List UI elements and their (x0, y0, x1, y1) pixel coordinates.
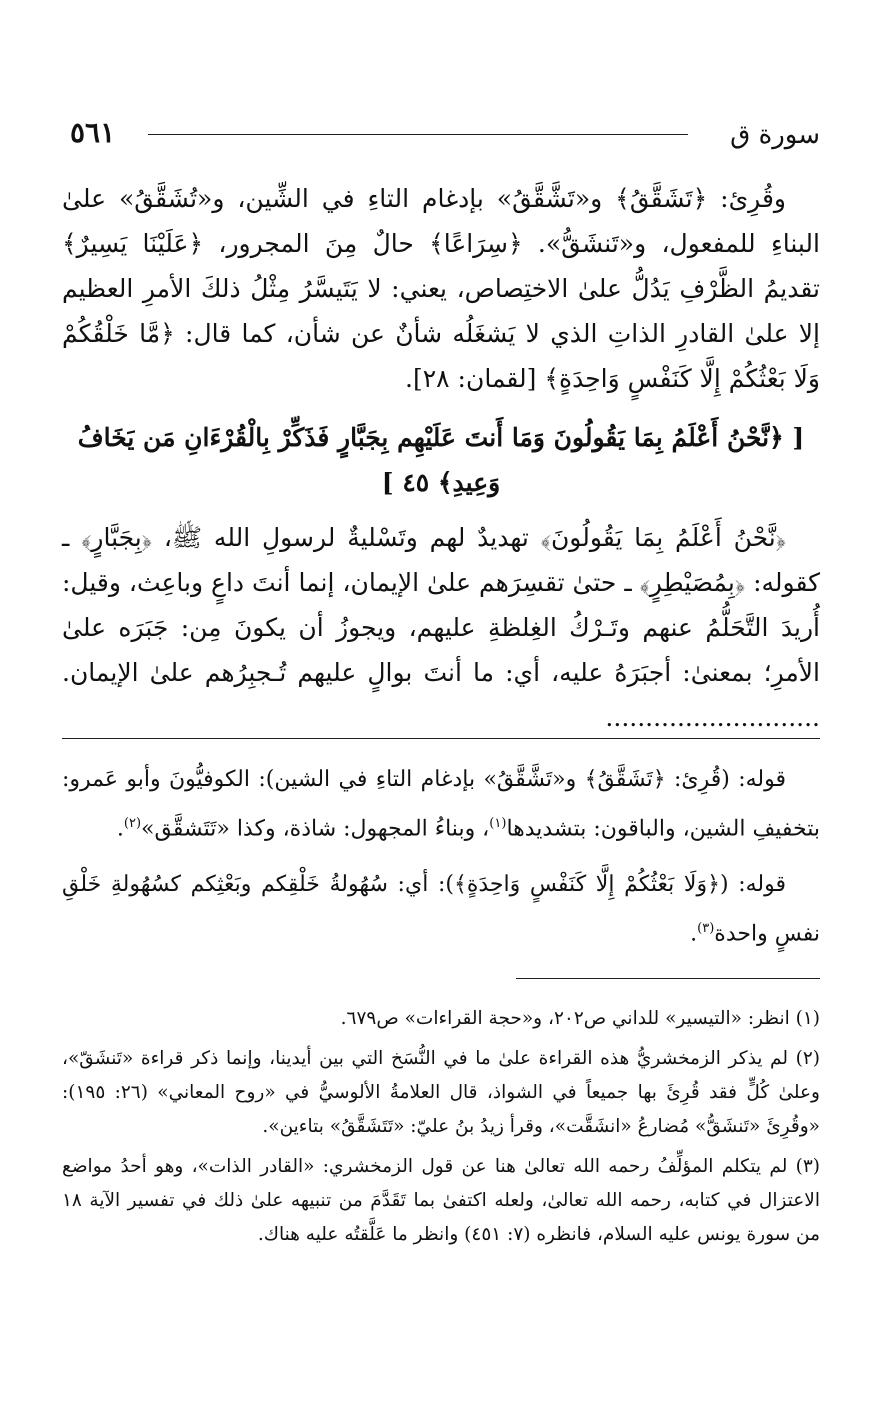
page-number: ٥٦١ (70, 116, 116, 149)
footnote-3: (٣) لم يتكلم المؤلِّفُ رحمه الله تعالىٰ هنا عن قول الزمخشري: «القادر الذات»، وهو أحدُ مواضع الاعتزال في كتابه، رحمه الله تعالىٰ، ولعله اكتفىٰ بما تَقَدَّمَ من تنبيهه علىٰ ذلك في تفسير الآية ١٨ من سورة يونس عليه السلام، فانظره (٧: ٤٥١) وانظر ما عَلَّقتُه عليه هناك. (62, 1156, 820, 1245)
commentary-paragraph-2 (62, 863, 820, 956)
footnote-1: (١) انظر: «التيسير» للداني ص٢٠٢، و«حجة القراءات» ص٦٧٩. (340, 1008, 820, 1029)
commentary-1-lead: قوله: (قُرِئ: ﴿تَشَقَّقُ﴾ و«تَشَّقَّقُ» بإدغام التاءِ في الشين): الكوفيُّونَ وأبو عَمرو: بتخفيفِ الشين، والباقون: بتشديدها (62, 767, 820, 842)
continuation-dots: ........................... (605, 703, 820, 732)
commentary-1-end: . (116, 816, 124, 842)
page-header (70, 112, 820, 160)
footnote-rule (516, 978, 820, 979)
surah-name: سورة ق (730, 120, 820, 150)
commentary-2-end: . (690, 921, 698, 947)
footnotes (62, 1002, 820, 1258)
main-text (62, 176, 820, 740)
commentary-1-mid: ، وبناءُ المجهول: شاذة، وكذا «تَتَشقَّق» (141, 816, 490, 842)
footnote-2: (٢) لم يذكر الزمخشريُّ هذه القراءة علىٰ ما في النُّسَخ التي بين أيدينا، وإنما ذكر قراءة «تَنشَقّ»، وعلىٰ كُلٍّ فقد قُرِئَ بها جميعاً في الشواذ، قال العلامةُ الألوسيُّ في «روح المعاني» (٢٦: ١٩٥): «وقُرِئَ «تَنشَقُّ» مُضارعُ «انشَقَّت»، وقرأ زيدُ بنُ عليّ: «تَتَشَقَّقُ» بتاءين». (62, 1048, 820, 1137)
header-rule (148, 134, 688, 135)
footnote-ref-2: (٢) (123, 816, 142, 831)
commentary-text (62, 758, 820, 969)
main-paragraph-2-text: ﴿نَّحْنُ أَعْلَمُ بِمَا يَقُولُونَ﴾ تهديدٌ لهم وتَسْليةٌ لرسولِ الله ﷺ، ﴿بِجَبَّارٍ﴾ ـ كقوله: ﴿بِمُصَيْطِرٍ﴾ ـ حتىٰ تقسِرَهم علىٰ الإيمان، إنما أنتَ داعٍ وباعِث، وقيل: أُريدَ التَّحَلُّمُ عنهم وتَـرْكُ الغِلظةِ عليهم، ويجوزُ أن يكونَ مِن: جَبَرَه علىٰ الأمرِ؛ بمعنىٰ: أجبَرَهُ عليه، أي: ما أنتَ بوالٍ عليهم تُـجبِرُهم علىٰ الإيمان. (62, 523, 820, 687)
footnote-ref-3: (٣) (697, 921, 715, 937)
footnote-ref-1: (١) (489, 816, 507, 831)
commentary-2-lead: قوله: (﴿وَلَا بَعْثُكُمْ إِلَّا كَنَفْسٍ وَاحِدَةٍ﴾): أي: سُهُولةُ خَلْقِكم وبَعْثِكم كسُهُولةِ خَلْقِ نفسٍ واحدة (62, 872, 820, 947)
commentary-paragraph-1 (62, 758, 820, 851)
quran-verse: [ ﴿نَّحْنُ أَعْلَمُ بِمَا يَقُولُونَ وَمَا أَنتَ عَلَيْهِم بِجَبَّارٍ فَذَكِّرْ بِالْقُرْءَانِ مَن يَخَافُ وَعِيدِ﴾ ٤٥ ] (77, 423, 805, 497)
main-paragraph-2 (62, 515, 820, 740)
section-divider (62, 738, 820, 739)
main-paragraph-1: وقُرِئ: ﴿تَشَقَّقُ﴾ و«تَشَّقَّقُ» بإدغام التاءِ في الشِّين، و«تُشَقَّقُ» علىٰ البناءِ للمفعول، و«تَنشَقُّ». ﴿سِرَاعًا﴾ حالٌ مِنَ المجرور، ﴿عَلَيْنَا يَسِيرٌ﴾ تقديمُ الظَّرْفِ يَدُلُّ علىٰ الاختِصاص، يعني: لا يَتَيسَّرُ مِثْلُ ذلكَ الأمرِ العظيم إلا علىٰ القادرِ الذاتِ الذي لا يَشغَلُه شأنٌ عن شأن، كما قال: ﴿مَّا خَلْقُكُمْ وَلَا بَعْثُكُمْ إِلَّا كَنَفْسٍ وَاحِدَةٍ﴾ [لقمان: ٢٨]. (62, 184, 820, 393)
